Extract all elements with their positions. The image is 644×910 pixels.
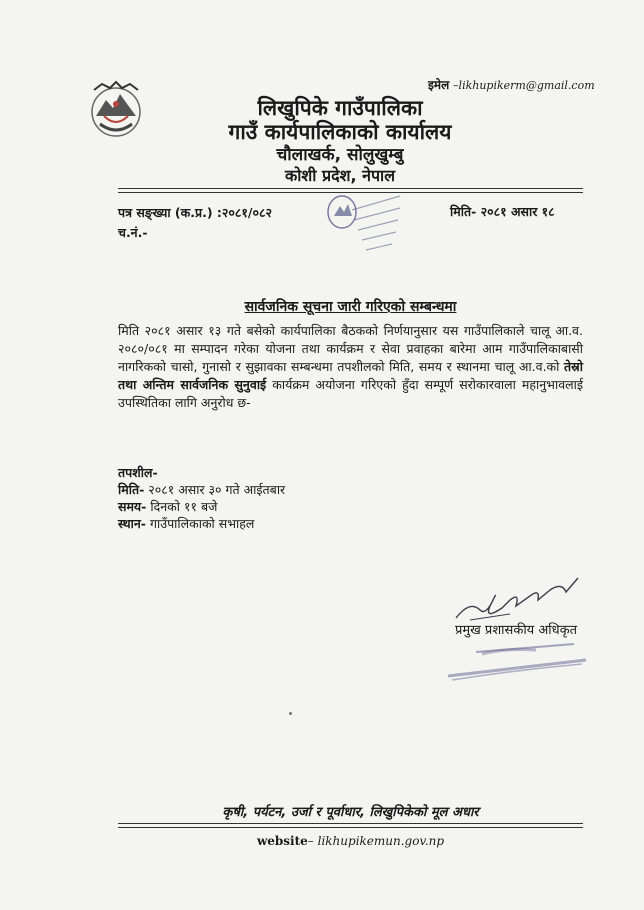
detail-time-value: दिनको ११ बजे: [146, 499, 218, 514]
municipality-name: लिखुपिके गाउँपालिका: [257, 96, 423, 120]
header-divider: [118, 188, 583, 189]
detail-date-row: [118, 481, 285, 498]
dispatch-number: च.नं.-: [118, 225, 148, 240]
body-part2: कार्यक्रम अयोजना गरिएको हुँदा सम्पूर्ण सरोकारवाला महानुभावलाई उपस्थितिका लागि अनुरोध छ-: [118, 377, 584, 410]
footer-divider: [118, 823, 583, 824]
paper-speck: [289, 712, 292, 715]
details-heading: तपशील-: [118, 465, 158, 480]
office-heading: [200, 96, 480, 186]
reference-block: [118, 203, 272, 243]
detail-place-value: गाउँपालिकाको सभाहल: [145, 516, 255, 531]
details-block: [118, 464, 285, 532]
office-name: गाउँ कार्यपालिकाको कार्यालय: [228, 120, 452, 144]
footer-motto: कृषी, पर्यटन, उर्जा र पूर्वाधार, लिखुपिकेको मूल अधार: [222, 805, 479, 820]
office-province: कोशी प्रदेश, नेपाल: [284, 166, 396, 185]
letter-number: पत्र सङ्ख्या (क.प्र.) :२०८१/०८२: [118, 205, 272, 220]
detail-date-value: २०८१ असार ३० गते आईतबार: [144, 482, 286, 497]
website-link[interactable]: – likhupikemun.gov.np: [307, 834, 445, 848]
email-value: –likhupikerm@gmail.com: [453, 79, 595, 92]
email-line: [428, 76, 595, 93]
detail-time-label: समय-: [118, 499, 147, 514]
office-stamp-icon: [322, 190, 402, 260]
footer-divider-second: [118, 827, 583, 828]
body-emphasis: तेस्रो तथा अन्तिम सार्वजनिक सुनुवाई: [118, 359, 583, 392]
website-label: website: [256, 834, 308, 848]
official-name-stamp-icon: [446, 630, 596, 684]
office-address: चौलाखर्क, सोलुखुम्बु: [276, 145, 404, 165]
detail-place-row: [118, 515, 285, 532]
detail-place-label: स्थान-: [118, 516, 146, 531]
email-label: इमेल: [428, 78, 450, 92]
detail-time-row: [118, 498, 285, 515]
footer-website: [118, 834, 583, 848]
notice-body: [118, 322, 583, 412]
signatory-title: प्रमुख प्रशासकीय अधिकृत: [455, 623, 578, 638]
nepal-emblem-icon: [86, 78, 146, 140]
detail-date-label: मिति-: [118, 482, 145, 497]
letter-date: मिति- २०८१ असार १८: [450, 204, 555, 219]
body-part1: मिति २०८१ असार १३ गते बसेको कार्यपालिका बैठकको निर्णयानुसार यस गाउँपालिकाले चालू आ.व. २०८०/०८१ मा सम्पादन गरेका योजना तथा कार्यक्रम र सेवा प्रवाहका बारेमा आम गाउँपालिकाबासी नागरिकको चासो, गुनासो र सुझावका सम्बन्धमा तपशीलको मिति, समय र स्थानमा चालू आ.व.को: [118, 323, 583, 374]
subject-heading: सार्वजनिक सूचना जारी गरिएको सम्बन्धमा: [244, 299, 457, 315]
